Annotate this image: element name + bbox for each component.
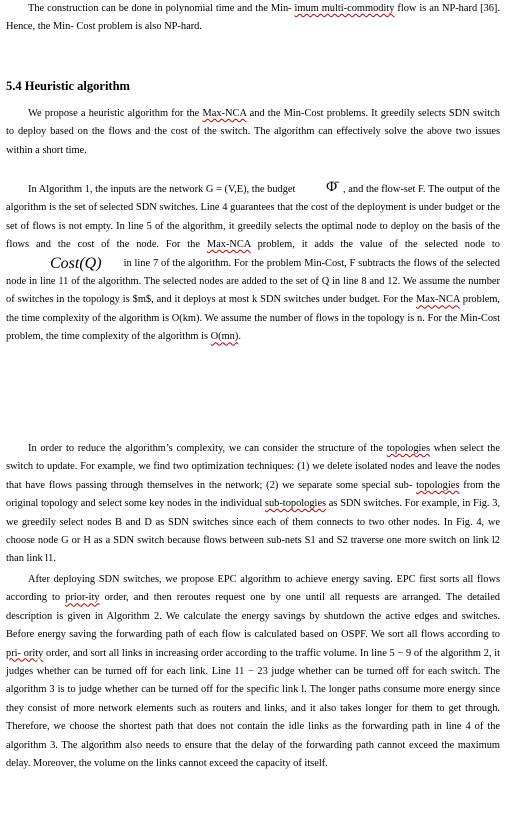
section-heading: 5.4 Heuristic algorithm (6, 79, 130, 93)
text: and the Min-Cost problems. It greedily selects SDN switch to deploy based on the flows and the cost of the switch. The algorithm can effectively solve the above two issues within a short time. (6, 108, 500, 156)
paragraph-np-hard (6, 0, 500, 37)
paragraph-epc (6, 571, 500, 773)
spellcheck-word: prior-ity (65, 592, 100, 604)
text: as SDN switches. For example, in Fig. 3, we greedily select nodes B and D as SDN switches since each of them connects to two other nodes. In Fig. 4, we choose node G or H as a SDN switch because flows between sub-nets S1 and S2 traverse one more switch on link l2 than link l1. (6, 498, 500, 565)
spellcheck-word: pri- ority (6, 647, 44, 659)
paragraph-heuristic-intro (6, 105, 500, 160)
text: problem, the time complexity of the algorithm is O(km). We assume the number of flows in the topology is n. For the Min-Cost problem, the time complexity of the algorithm is (6, 294, 500, 343)
text: in line 7 of the algorithm. For the problem Min-Cost, F subtracts the flows of the selected node in line 11 of the algorithm. The selected nodes are added to the set of Q in line 8 and 12. We assume the number of switches in the topology is $m$, and it deploys at most k SDN switches under budget. For the (6, 257, 500, 306)
paragraph-complexity (6, 440, 500, 569)
spellcheck-word: sub-topologies (264, 498, 327, 510)
spellcheck-word: imum multi-commodity (294, 3, 395, 14)
budget-symbol: Φ̄ (326, 179, 338, 195)
text: flow is an NP-hard [36]. Hence, the Min- Cost problem is also NP-hard. (6, 3, 500, 33)
text: . (238, 331, 241, 343)
text: In order to reduce the algorithm’s complexity, we can consider the structure of the (28, 443, 387, 454)
spellcheck-word: O(mn) (210, 331, 239, 343)
text: After deploying SDN switches, we propose EPC algorithm to achieve energy saving. EPC first sorts all flows according to (6, 574, 500, 604)
spellcheck-word: topologies (386, 443, 431, 454)
text: order, and sort all links in increasing order according to the traffic volume. In line 5 − 9 of the algorithm 2, it judges whether can be turned off for each link. Line 11 − 23 judge whether can be turned off for each switch. The algorithm 3 is to judge whether can be turned off for the specific link l. The longer paths consume more energy since they consist of more network elements such as routers and links, and it also takes longer for them to get through. Therefore, we choose the shortest path that does not contain the idle links as the forwarding path in line 4 of the algorithm 3. The algorithm also needs to ensure that the delay of the forwarding path cannot exceed the maximum delay. Moreover, the volume on the links cannot exceed the capacity of itself. (6, 647, 500, 770)
text: The construction can be done in polynomial time and the Min- (28, 3, 295, 14)
spellcheck-word: Max-NCA (202, 108, 247, 119)
spellcheck-word: topologies (416, 479, 460, 491)
text: problem, it adds the value of the selected node to (250, 239, 500, 251)
paragraph-algorithm-1 (6, 178, 500, 347)
text: from the original topology and select some key nodes in the individual (6, 479, 500, 510)
text: We propose a heuristic algorithm for the (28, 108, 203, 119)
spellcheck-word: Max-NCA (415, 294, 460, 306)
spellcheck-word: Max-NCA (206, 239, 251, 251)
cost-formula: Cost(Q) (50, 254, 102, 272)
text: when select the switch to update. For example, we find two optimization techniques: (1) we delete isolated nodes and leave the nodes that have flows passing through themselves in the network; (2) we separate some special sub- (6, 443, 500, 491)
text: In Algorithm 1, the inputs are the network G = (V,E), the budget (28, 184, 299, 195)
text: , and the flow-set F. The output of the algorithm is the set of selected SDN switches. Line 4 guarantees that the cost of the deployment is under budget or the set of flows is not empty. In line 5 of the algorithm, it greedily selects the optimal node to deploy on the basis of the flows and the cost of the node. For the (6, 184, 500, 251)
text: order, and then reroutes request one by one until all requests are arranged. The detailed description is given in Algorithm 2. We calculate the energy savings by shutdown the active edges and switches. Before energy saving the forwarding path of each flow is calculated based on OSPF. We sort all flows according to (6, 592, 500, 641)
